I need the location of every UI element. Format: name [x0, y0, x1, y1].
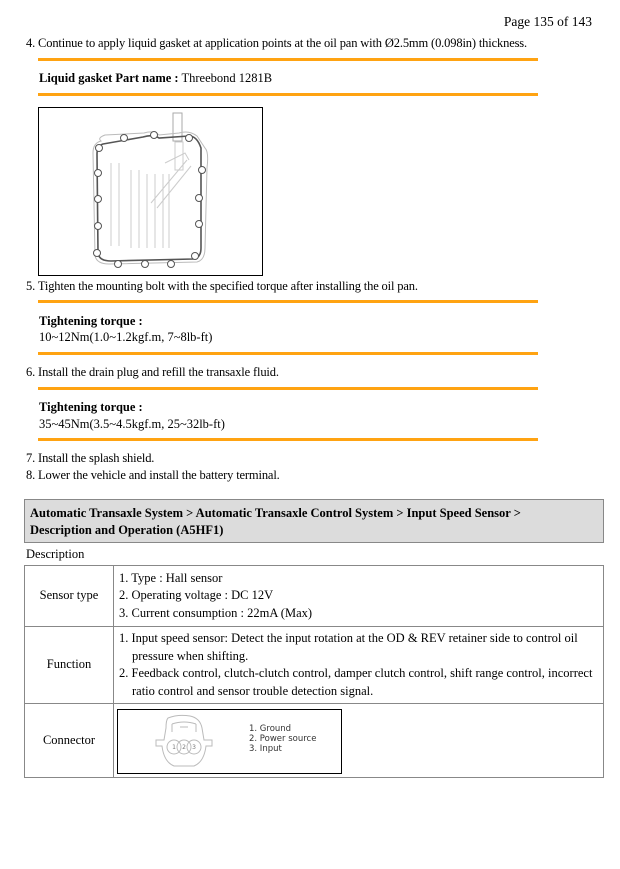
table-row	[25, 627, 604, 704]
connector-pin-list	[249, 724, 316, 754]
list-item: 2. Operating voltage : DC 12V	[119, 588, 274, 603]
torque-note-1	[39, 313, 143, 329]
description-label: Description	[26, 547, 85, 561]
list-item: 1. Input speed sensor: Detect the input rotation at the OD & REV retainer side to control oil pressure when shifting.	[119, 631, 578, 663]
row-value	[114, 627, 604, 704]
note-divider-bottom	[38, 352, 538, 355]
pin-power-source: 2. Power source	[249, 734, 317, 744]
svg-text:2: 2	[182, 744, 186, 751]
gasket-note	[39, 70, 272, 86]
list-item: 2. Feedback control, clutch-clutch control, damper clutch control, shift range control, incorrect ratio control and sensor trouble detection signal.	[119, 666, 593, 698]
row-label: Connector	[25, 704, 114, 778]
table-row	[25, 566, 604, 627]
section-breadcrumb-header	[24, 499, 604, 543]
torque-note-2-label: Tightening torque :	[39, 400, 143, 414]
breadcrumb-line-1: Automatic Transaxle System > Automatic Transaxle Control System > Input Speed Sensor >	[30, 506, 521, 520]
step-6: 6. Install the drain plug and refill the transaxle fluid.	[26, 365, 279, 379]
gasket-note-label: Liquid gasket Part name :	[39, 71, 179, 85]
note-divider-top	[38, 300, 538, 303]
svg-text:3: 3	[192, 744, 196, 751]
step-8: 8. Lower the vehicle and install the battery terminal.	[26, 468, 280, 482]
gasket-note-value: Threebond 1281B	[178, 71, 273, 85]
row-label: Function	[25, 627, 114, 704]
list-item: 1. Type : Hall sensor	[119, 570, 223, 585]
note-divider-bottom	[38, 438, 538, 441]
note-divider-top	[38, 387, 538, 390]
page-number: Page 135 of 143	[503, 14, 592, 29]
svg-text:1: 1	[172, 744, 176, 751]
step-5: 5. Tighten the mounting bolt with the specified torque after installing the oil pan.	[26, 279, 418, 293]
torque-note-2	[39, 399, 143, 415]
pin-ground: 1. Ground	[249, 724, 292, 734]
row-value	[114, 566, 604, 627]
note-divider-top	[38, 58, 538, 61]
step-7: 7. Install the splash shield.	[26, 451, 155, 465]
table-row	[25, 704, 604, 778]
step-4: 4. Continue to apply liquid gasket at application points at the oil pan with Ø2.5mm (0.098in) thickness.	[26, 36, 527, 50]
connector-figure	[117, 709, 342, 774]
list-item: 3. Current consumption : 22mA (Max)	[119, 605, 313, 620]
oil-pan-figure	[38, 107, 263, 276]
breadcrumb-line-2: Description and Operation (A5HF1)	[30, 523, 224, 537]
note-divider-bottom	[38, 93, 538, 96]
torque-note-1-label: Tightening torque :	[39, 314, 143, 328]
pin-input: 3. Input	[249, 744, 282, 754]
connector-diagram-icon	[118, 710, 248, 772]
row-value	[114, 704, 604, 778]
torque-note-2-value: 35~45Nm(3.5~4.5kgf.m, 25~32lb-ft)	[39, 417, 225, 431]
row-label: Sensor type	[25, 566, 114, 627]
oil-pan-diagram-icon	[39, 108, 262, 275]
torque-note-1-value: 10~12Nm(1.0~1.2kgf.m, 7~8lb-ft)	[39, 330, 213, 344]
spec-table	[24, 565, 604, 778]
